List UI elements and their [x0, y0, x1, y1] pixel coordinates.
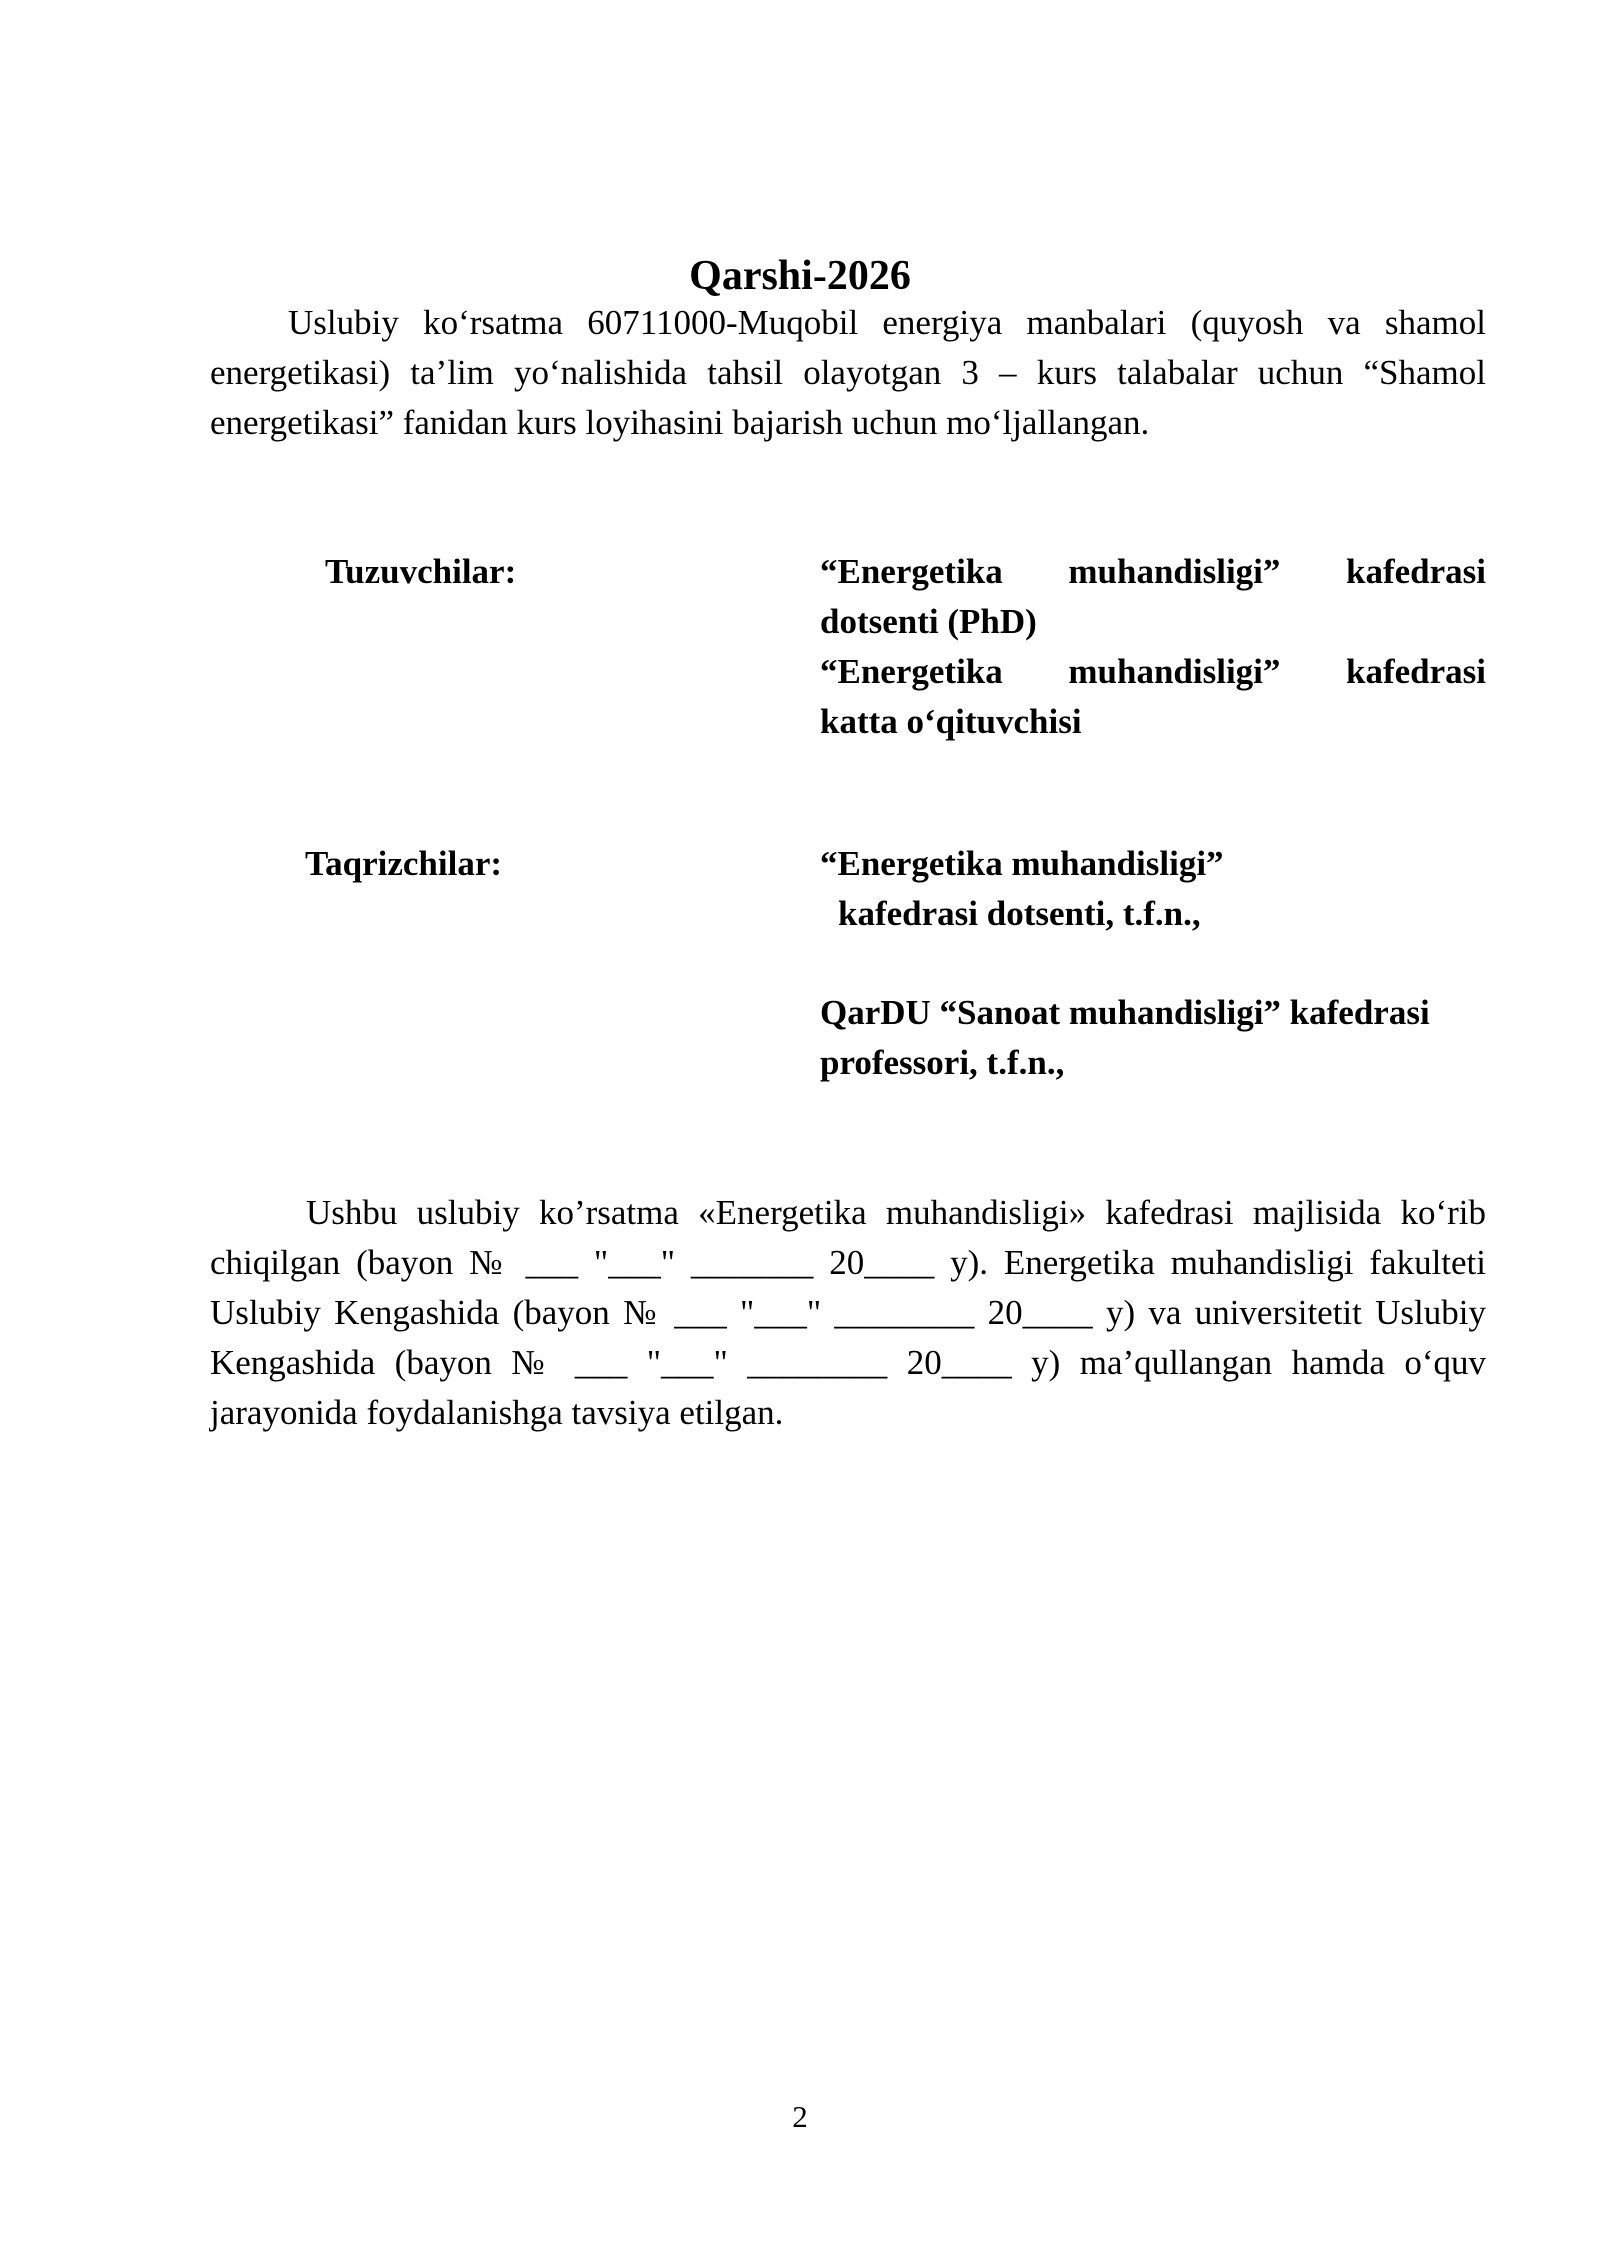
compiler-1-line-1: “Energetika muhandisligi” kafedrasi — [820, 552, 1486, 591]
reviewer-2-line-2: professori, t.f.n., — [820, 1043, 1065, 1082]
document-title: Qarshi-2026 — [689, 253, 911, 299]
intro-paragraph: Uslubiy ko‘rsatma 60711000-Muqobil energiya manbalari (quyosh va shamol energetikasi) ta’lim yo‘nalishida tahsil olayotgan 3 – kurs talabalar uchun “Shamol energetikasi” fanidan kurs loyihasini bajarish uchun mo‘ljallangan. — [210, 303, 1486, 442]
compilers-list — [820, 547, 1486, 747]
compiler-2-line-2: katta o‘qituvchisi — [820, 702, 1082, 741]
compiler-1-line-2: dotsenti (PhD) — [820, 602, 1037, 641]
reviewer-1 — [820, 839, 1486, 939]
reviewer-1-line-2: kafedrasi dotsenti, t.f.n., — [838, 894, 1201, 933]
page-number: 2 — [792, 2099, 808, 2134]
approval-paragraph: Ushbu uslubiy ko’rsatma «Energetika muhandisligi» kafedrasi majlisida ko‘rib chiqilgan (bayon № ___ "___" _______ 20____ y). Energetika muhandisligi fakulteti Uslubiy Kengashida (bayon № ___ "___" ________ 20____ y) va universitetit Uslubiy Kengashida (bayon № ___ "___" ________ 20____ y) ma’qullangan hamda o‘quv jarayonida foydalanishga tavsiya etilgan. — [210, 1193, 1486, 1432]
reviewer-2 — [820, 988, 1486, 1088]
compiler-2-line-1: “Energetika muhandisligi” kafedrasi — [820, 652, 1486, 691]
reviewer-1-line-1: “Energetika muhandisligi” — [820, 844, 1224, 883]
reviewer-2-line-1: QarDU “Sanoat muhandisligi” kafedrasi — [820, 993, 1430, 1032]
compilers-label: Tuzuvchilar: — [325, 552, 517, 591]
reviewers-label: Taqrizchilar: — [305, 844, 503, 883]
